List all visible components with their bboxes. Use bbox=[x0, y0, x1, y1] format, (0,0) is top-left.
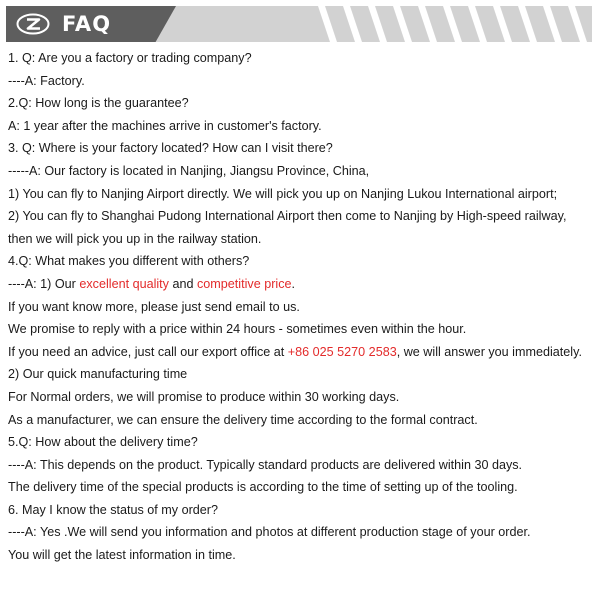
faq-question-2: 2.Q: How long is the guarantee? bbox=[8, 96, 189, 111]
faq-answer-1: ----A: Factory. bbox=[8, 73, 85, 88]
faq-answer-3-option-2: 2) You can fly to Shanghai Pudong International Airport then come to Nanjing by High-speed railway, bbox=[8, 209, 567, 224]
stripe-mark bbox=[543, 6, 562, 42]
faq-answer-4-phone-line bbox=[8, 341, 594, 364]
stripe-mark bbox=[393, 6, 412, 42]
faq-question-3: 3. Q: Where is your factory located? How can I visit there? bbox=[8, 141, 333, 156]
stripe-mark bbox=[368, 6, 387, 42]
faq-question-4: 4.Q: What makes you different with others? bbox=[8, 254, 250, 269]
phone-line-prefix: If you need an advice, just call our export office at bbox=[8, 344, 288, 359]
excellent-quality-highlight: excellent quality bbox=[79, 276, 169, 291]
faq-answer-3-option-1: 1) You can fly to Nanjing Airport directly. We will pick you up on Nanjing Lukou International airport; bbox=[8, 186, 558, 201]
export-office-phone: +86 025 5270 2583 bbox=[287, 344, 397, 359]
faq-question-5: 5.Q: How about the delivery time? bbox=[8, 435, 198, 450]
stripe-mark bbox=[418, 6, 437, 42]
faq-question-1: 1. Q: Are you a factory or trading company? bbox=[8, 51, 252, 65]
stripe-mark bbox=[568, 6, 587, 42]
stripe-mark bbox=[493, 6, 512, 42]
decorative-stripes bbox=[306, 6, 592, 42]
stripe-mark bbox=[443, 6, 462, 42]
faq-answer-5-continued: The delivery time of the special products is according to the time of setting up of the tooling. bbox=[8, 480, 518, 495]
faq-answer-6: ----A: Yes .We will send you information and photos at different production stage of your order. bbox=[8, 525, 531, 540]
faq-question-6: 6. May I know the status of my order? bbox=[8, 502, 218, 517]
competitive-price-highlight: competitive price bbox=[197, 276, 292, 291]
answer-4-period: . bbox=[291, 276, 295, 291]
faq-answer-6-continued: You will get the latest information in time. bbox=[8, 548, 236, 563]
faq-answer-4-promise: We promise to reply with a price within 24 hours - sometimes even within the hour. bbox=[8, 322, 467, 337]
z-logo-icon bbox=[16, 13, 50, 35]
faq-content bbox=[8, 47, 594, 567]
faq-answer-4-point-1 bbox=[8, 273, 594, 296]
faq-answer-4-normal-orders: For Normal orders, we will promise to produce within 30 working days. bbox=[8, 389, 400, 404]
faq-answer-4-point-2: 2) Our quick manufacturing time bbox=[8, 367, 188, 382]
answer-4-prefix: ----A: 1) Our bbox=[8, 276, 80, 291]
stripe-mark bbox=[343, 6, 362, 42]
faq-answer-2: A: 1 year after the machines arrive in customer's factory. bbox=[8, 118, 322, 133]
stripe-mark bbox=[318, 6, 337, 42]
faq-answer-4-manufacturer: As a manufacturer, we can ensure the delivery time according to the formal contract. bbox=[8, 412, 478, 427]
faq-banner bbox=[6, 6, 592, 42]
answer-4-and: and bbox=[168, 276, 197, 291]
faq-answer-3: -----A: Our factory is located in Nanjing, Jiangsu Province, China, bbox=[8, 163, 370, 178]
stripe-mark bbox=[468, 6, 487, 42]
faq-answer-4-email: If you want know more, please just send email to us. bbox=[8, 299, 300, 314]
phone-line-suffix: , we will answer you immediately. bbox=[396, 344, 582, 359]
faq-title: FAQ bbox=[62, 12, 112, 36]
stripe-mark bbox=[518, 6, 537, 42]
faq-answer-5: ----A: This depends on the product. Typically standard products are delivered within 30 days. bbox=[8, 457, 523, 472]
faq-answer-3-continued: then we will pick you up in the railway station. bbox=[8, 231, 262, 246]
